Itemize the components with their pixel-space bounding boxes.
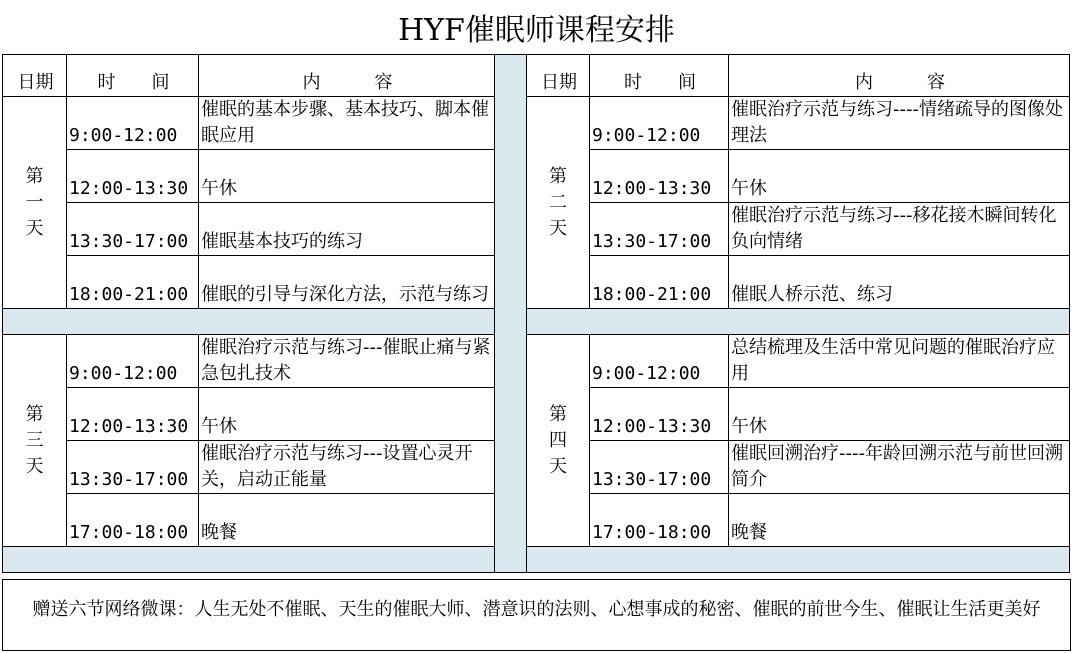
session-time: 9:00-12:00 [67, 335, 199, 388]
session-content: 晚餐 [729, 494, 1070, 547]
bonus-courses-note: 赠送六节网络微课：人生无处不催眠、天生的催眠大师、潜意识的法则、心想事成的秘密、催眠的前世今生、催眠让生活更美好 [2, 579, 1071, 651]
header-content-right: 内 容 [729, 55, 1070, 97]
separator-cell-right [527, 309, 1070, 335]
session-time: 17:00-18:00 [590, 494, 729, 547]
day-char: 四 [549, 429, 567, 451]
session-content: 催眠治疗示范与练习---设置心灵开关，启动正能量 [199, 441, 495, 494]
session-time: 13:30-17:00 [590, 441, 729, 494]
session-content: 午休 [199, 388, 495, 441]
session-time: 12:00-13:30 [590, 150, 729, 203]
header-day-right: 日期 [527, 55, 590, 97]
day-char: 第 [549, 403, 567, 425]
separator-cell-left [3, 309, 495, 335]
session-content: 催眠人桥示范、练习 [729, 256, 1070, 309]
session-content: 总结梳理及生活中常见问题的催眠治疗应用 [729, 335, 1070, 388]
session-time: 13:30-17:00 [67, 441, 199, 494]
session-time: 12:00-13:30 [590, 388, 729, 441]
day-label [3, 335, 67, 547]
day-label [3, 97, 67, 309]
column-separator [495, 55, 527, 573]
session-time: 12:00-13:30 [67, 388, 199, 441]
day-char: 三 [25, 429, 44, 451]
session-content: 催眠治疗示范与练习---催眠止痛与紧急包扎技术 [199, 335, 495, 388]
schedule-body [3, 55, 1070, 573]
day-char: 一 [25, 191, 44, 213]
session-time: 12:00-13:30 [67, 150, 199, 203]
session-time: 9:00-12:00 [67, 97, 199, 150]
day-char: 二 [549, 191, 567, 213]
session-content: 催眠治疗示范与练习----情绪疏导的图像处理法 [729, 97, 1070, 150]
header-time: 时 间 [67, 55, 199, 97]
session-content: 午休 [729, 150, 1070, 203]
day-char: 第 [25, 403, 44, 425]
day-char: 第 [549, 165, 567, 187]
day-char: 天 [25, 217, 44, 239]
schedule-row [3, 97, 1070, 150]
day-char: 天 [549, 217, 567, 239]
schedule-row [3, 335, 1070, 388]
session-time: 18:00-21:00 [67, 256, 199, 309]
session-content: 午休 [729, 388, 1070, 441]
session-content: 催眠的基本步骤、基本技巧、脚本催眠应用 [199, 97, 495, 150]
day-label [527, 335, 590, 547]
header-day: 日期 [3, 55, 67, 97]
day-char: 天 [549, 455, 567, 477]
header-time-right: 时 间 [590, 55, 729, 97]
separator-cell-right [527, 547, 1070, 573]
session-content: 催眠回溯治疗----年龄回溯示范与前世回溯简介 [729, 441, 1070, 494]
session-content: 午休 [199, 150, 495, 203]
session-time: 18:00-21:00 [590, 256, 729, 309]
session-time: 17:00-18:00 [67, 494, 199, 547]
session-time: 13:30-17:00 [67, 203, 199, 256]
session-content: 晚餐 [199, 494, 495, 547]
day-char: 第 [25, 165, 44, 187]
session-content: 催眠的引导与深化方法，示范与练习 [199, 256, 495, 309]
day-label [527, 97, 590, 309]
header-content: 内 容 [199, 55, 495, 97]
separator-cell-left [3, 547, 495, 573]
session-time: 9:00-12:00 [590, 335, 729, 388]
page-title: HYF催眠师课程安排 [398, 13, 675, 48]
session-content: 催眠基本技巧的练习 [199, 203, 495, 256]
day-char: 天 [25, 455, 44, 477]
session-time: 13:30-17:00 [590, 203, 729, 256]
block-separator-row [3, 309, 1070, 335]
session-time: 9:00-12:00 [590, 97, 729, 150]
header-row [3, 55, 1070, 97]
block-separator-row [3, 547, 1070, 573]
session-content: 催眠治疗示范与练习---移花接木瞬间转化负向情绪 [729, 203, 1070, 256]
schedule-table [2, 54, 1070, 573]
